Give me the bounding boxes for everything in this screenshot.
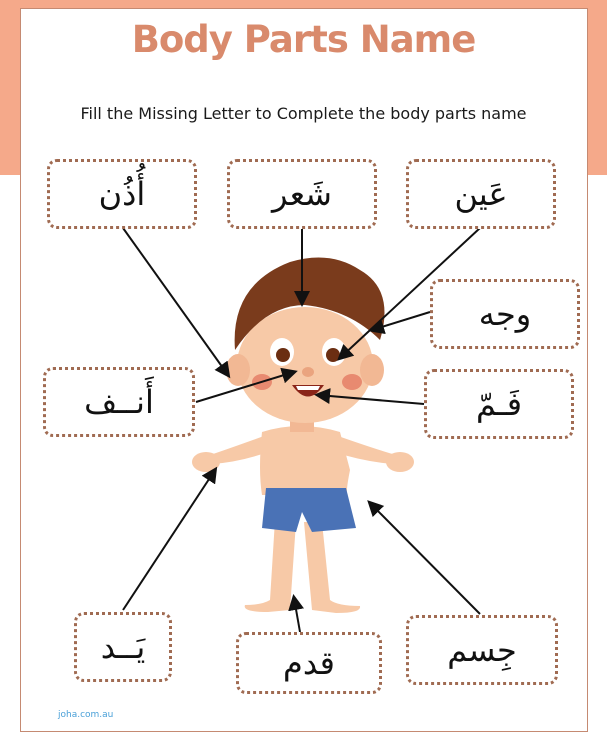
word-face: وجه <box>478 295 532 333</box>
word-ear: أُذُن <box>98 175 146 213</box>
arrow-mouth <box>318 395 424 404</box>
word-box-hair[interactable] <box>227 159 377 229</box>
arrow-ear <box>123 228 228 375</box>
word-box-hand[interactable] <box>74 612 172 682</box>
word-box-body[interactable] <box>406 615 558 685</box>
word-box-foot[interactable] <box>236 632 382 694</box>
word-body: جِسم <box>447 631 517 669</box>
instruction-text: Fill the Missing Letter to Complete the body parts name <box>80 104 527 123</box>
word-box-nose[interactable] <box>43 367 195 437</box>
word-box-ear[interactable] <box>47 159 197 229</box>
arrow-foot <box>294 598 300 632</box>
word-hair: شَعر <box>272 175 332 213</box>
word-mouth: فَـمّ <box>476 385 522 423</box>
footer-site-link[interactable]: joha.com.au <box>58 710 114 720</box>
word-box-face[interactable] <box>430 279 580 349</box>
arrow-nose <box>196 372 294 402</box>
word-foot: قدم <box>283 644 335 682</box>
page-title: Body Parts Name <box>131 18 476 61</box>
word-box-mouth[interactable] <box>424 369 574 439</box>
arrow-body <box>370 503 480 614</box>
word-hand: يَــد <box>100 628 146 666</box>
word-box-eye[interactable] <box>406 159 556 229</box>
arrow-hand <box>123 470 215 610</box>
word-eye: عَين <box>454 175 508 213</box>
word-nose: أَنــف <box>84 383 154 421</box>
